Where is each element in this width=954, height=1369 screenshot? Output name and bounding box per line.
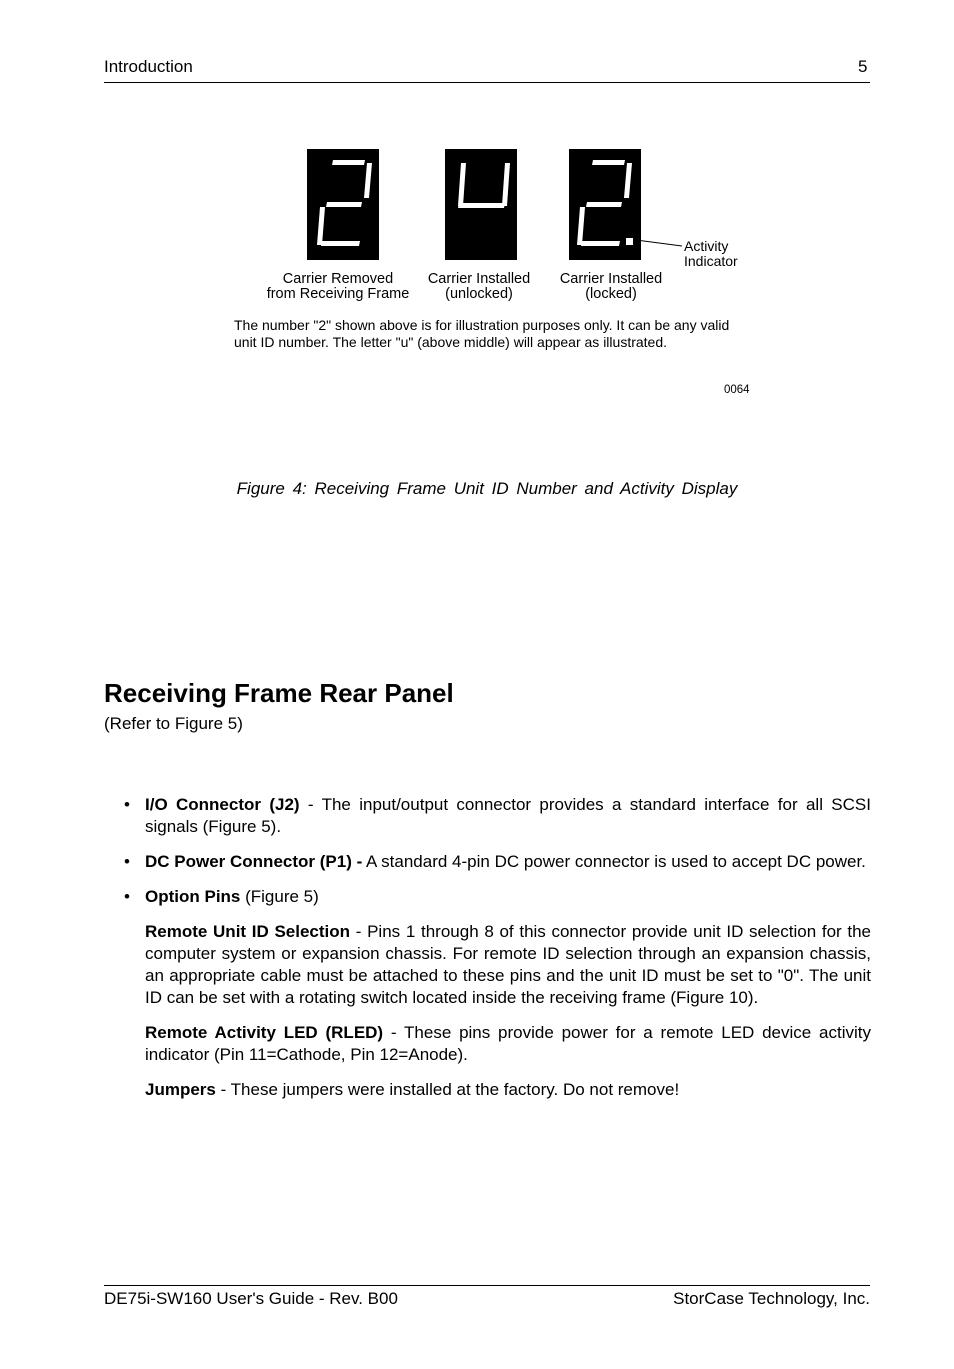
display-carrier-removed [307,149,379,260]
caption-carrier-locked: Carrier Installed (locked) [559,271,663,302]
section-title: Receiving Frame Rear Panel [104,678,454,708]
item-label: Option Pins [145,887,241,906]
option-pin-paragraph [104,921,871,1009]
caption-carrier-unlocked: Carrier Installed (unlocked) [427,271,531,302]
item-text: (Figure 5) [240,887,319,906]
feature-list [104,794,871,1114]
seven-segment-2-dot-icon [569,149,641,260]
list-item [104,794,871,838]
figure-code: 0064 [724,384,750,396]
footer-company: StorCase Technology, Inc. [673,1289,870,1308]
seven-segment-u-icon [445,149,517,260]
item-label: DC Power Connector (P1) - [145,852,363,871]
section-reference: (Refer to Figure 5) [104,714,243,733]
display-carrier-unlocked [445,149,517,260]
option-pin-paragraph [104,1079,871,1101]
option-text: - These pins provide power for a remote LED device activity indicator (Pin 11=Cathode, Pin 12=Anode). [145,1023,871,1064]
activity-indicator-label: Activity Indicator [684,238,738,269]
figure-caption: Figure 4: Receiving Frame Unit ID Number and Activity Display [236,479,738,498]
seven-segment-2-icon [307,149,379,260]
option-pin-paragraph [104,1022,871,1066]
header-divider [104,82,870,83]
display-carrier-locked [569,149,641,260]
option-label: Remote Activity LED (RLED) [145,1023,384,1042]
list-item [104,851,871,873]
footer-divider [104,1285,870,1286]
list-item [104,886,871,908]
footer-document-title: DE75i-SW160 User's Guide - Rev. B00 [104,1289,398,1308]
option-label: Remote Unit ID Selection [145,922,351,941]
option-text: - Pins 1 through 8 of this connector provide unit ID selection for the computer system or expansion chassis. For remote ID selection through an expansion chassis, an appropriate cable must be attached to these pins and the unit ID must be set to "0". The unit ID can be set with a rotating switch located inside the receiving frame (Figure 10). [145,922,872,1007]
item-text: A standard 4-pin DC power connector is used to accept DC power. [362,852,866,871]
caption-carrier-removed: Carrier Removed from Receiving Frame [266,271,410,302]
item-text: - The input/output connector provides a standard interface for all SCSI signals (Figure 5). [145,795,871,836]
bullet: • [124,852,130,871]
option-label: Jumpers [145,1080,216,1099]
item-label: I/O Connector (J2) [145,795,300,814]
option-text: - These jumpers were installed at the factory. Do not remove! [215,1080,680,1099]
bullet: • [124,887,130,906]
page-number: 5 [858,57,868,76]
figure-note: The number "2" shown above is for illustration purposes only. It can be any valid unit ID number. The letter "u" (above middle) will appear as illustrated. [234,317,730,350]
running-header-section: Introduction [104,57,193,76]
bullet: • [124,795,130,814]
